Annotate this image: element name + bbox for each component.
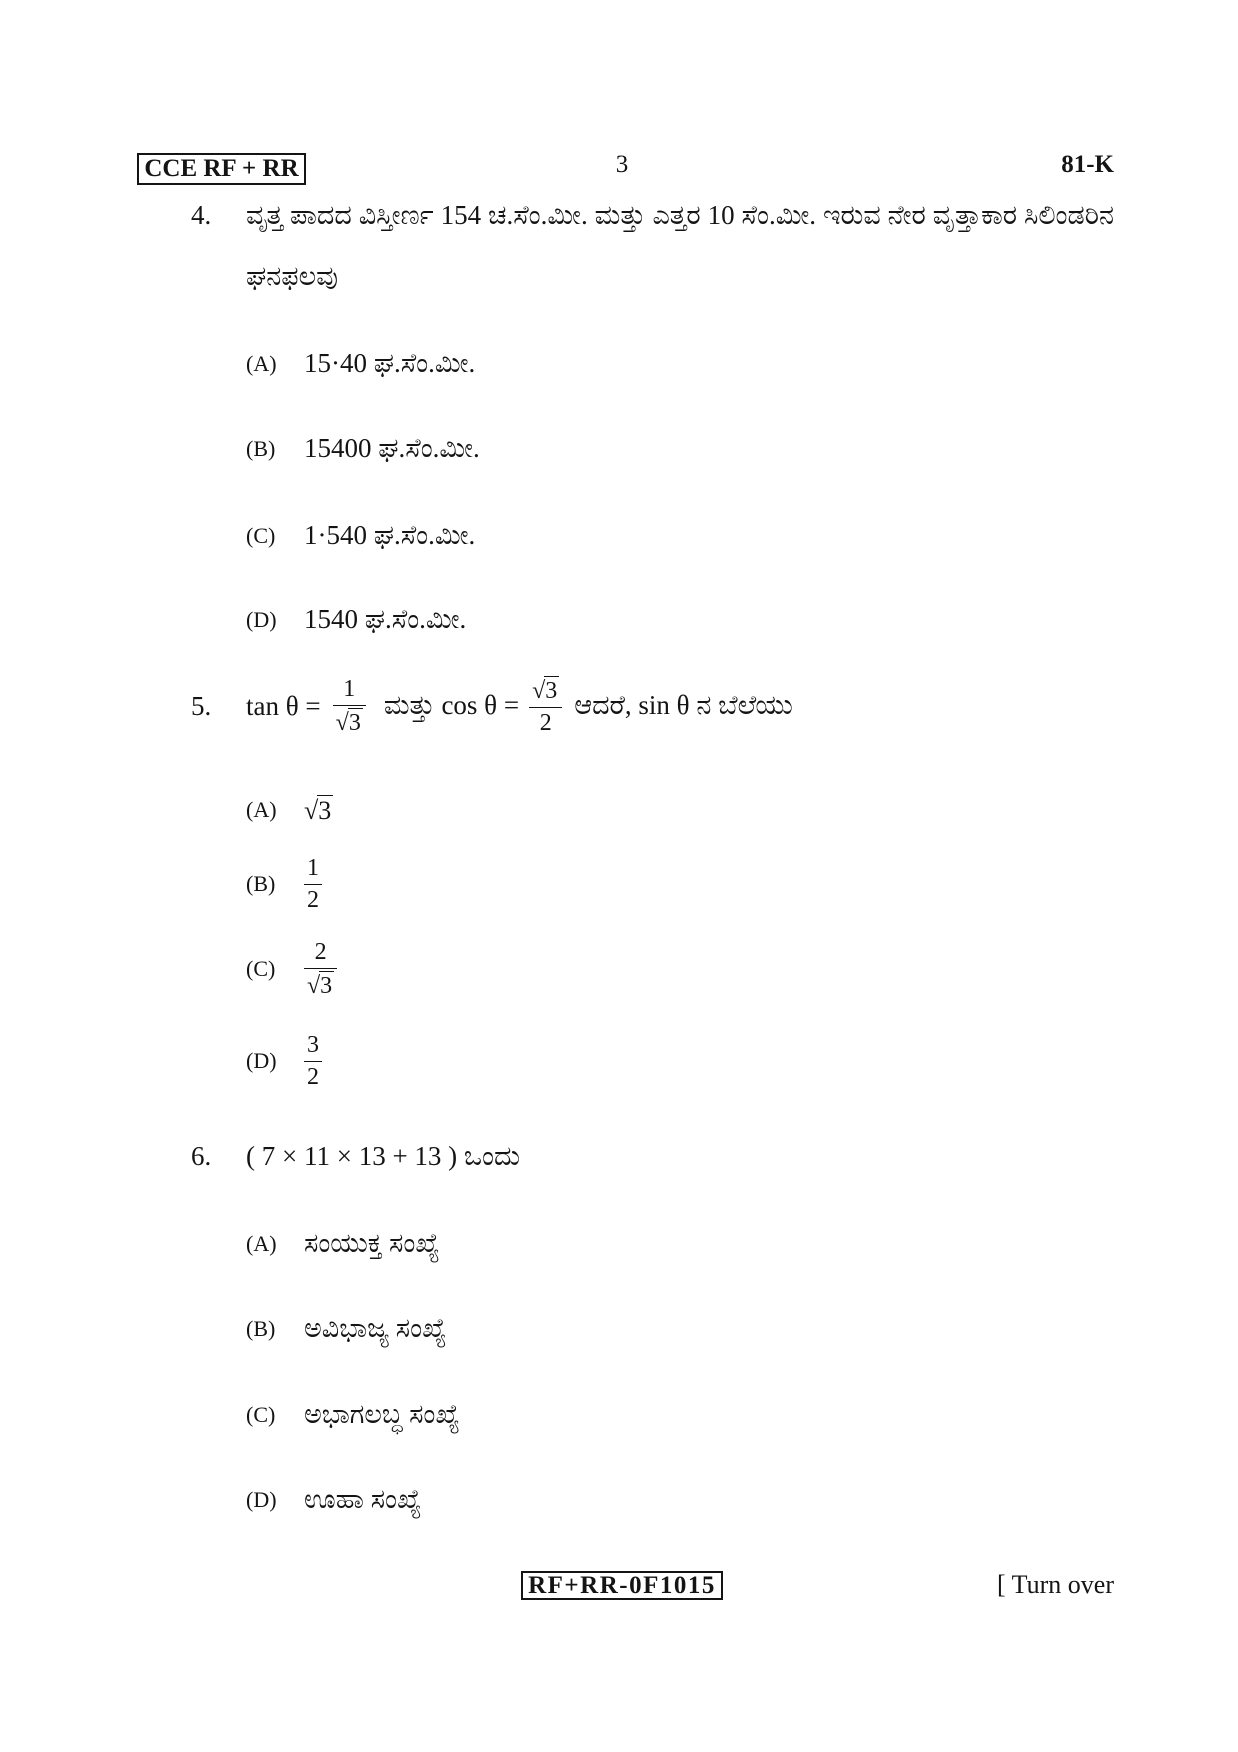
option-b	[246, 409, 480, 489]
option-text: ಸಂಯುಕ್ತ ಸಂಖ್ಯೆ	[304, 1228, 440, 1258]
turn-over-note: [ Turn over	[996, 1570, 1114, 1599]
option-a	[246, 770, 333, 850]
radicand: 3	[318, 795, 332, 825]
option-label: (C)	[246, 1402, 276, 1427]
fraction-bar	[529, 707, 562, 708]
option-label: (C)	[246, 956, 276, 981]
fraction	[304, 855, 322, 914]
option-label: (B)	[246, 436, 276, 461]
option-d	[246, 1021, 322, 1101]
option-label: (B)	[246, 871, 276, 896]
question-number: 4.	[191, 200, 212, 230]
option-label: (D)	[246, 607, 277, 632]
radical-sign: √	[532, 677, 546, 704]
footer-paper-code: RF+RR-0F1015	[521, 1571, 723, 1600]
option-label: (A)	[246, 797, 277, 822]
fraction	[333, 676, 366, 737]
radicand: 3	[545, 677, 558, 704]
fraction-bar	[333, 705, 366, 706]
subject-code: 81-K	[1061, 151, 1114, 178]
question-text: ( 7 × 11 × 13 + 13 ) ಒಂದು	[246, 1141, 521, 1171]
option-c	[246, 929, 337, 1009]
fraction	[304, 1032, 322, 1091]
fraction-denominator: 2	[539, 709, 552, 736]
option-label: (C)	[246, 523, 276, 548]
square-root	[304, 795, 333, 826]
option-c	[246, 1375, 460, 1455]
fraction-numerator: 1	[307, 854, 319, 881]
fraction-numerator	[529, 676, 562, 705]
option-label: (D)	[246, 1048, 277, 1073]
question-text	[246, 666, 793, 746]
option-text: ಊಹಾ ಸಂಖ್ಯೆ	[304, 1484, 422, 1514]
page-number: 3	[615, 151, 629, 178]
fraction	[304, 939, 337, 1000]
header-paper-code: CCE RF + RR	[137, 153, 306, 185]
radical-sign: √	[304, 795, 319, 825]
square-root	[336, 708, 363, 737]
option-d	[246, 580, 466, 660]
stem-part-1: tan θ =	[246, 690, 321, 721]
option-a	[246, 324, 475, 404]
option-text: 1540 ಘ.ಸೆಂ.ಮೀ.	[304, 604, 467, 634]
fraction-numerator: 2	[314, 938, 327, 965]
option-label: (A)	[246, 351, 277, 376]
square-root	[532, 676, 559, 705]
fraction-denominator: 2	[307, 1063, 319, 1090]
fraction-bar	[304, 884, 322, 885]
option-text: 1·540 ಘ.ಸೆಂ.ಮೀ.	[304, 520, 476, 550]
radical-sign: √	[307, 972, 321, 999]
question-number: 5.	[191, 691, 212, 721]
radical-sign: √	[335, 709, 349, 736]
option-text: 15·40 ಘ.ಸೆಂ.ಮೀ.	[304, 348, 476, 378]
option-label: (A)	[246, 1231, 277, 1256]
option-d	[246, 1460, 421, 1540]
fraction-denominator	[304, 971, 337, 1000]
option-b	[246, 1289, 447, 1369]
radicand: 3	[320, 972, 333, 999]
fraction-bar	[304, 1061, 322, 1062]
option-text: ಅಭಾಗಲಬ್ಧ ಸಂಖ್ಯೆ	[304, 1399, 460, 1429]
stem-part-3: ಆದರೆ, sin θ ನ ಬೆಲೆಯು	[574, 690, 793, 720]
fraction	[529, 676, 562, 737]
option-label: (B)	[246, 1316, 276, 1341]
question-text: ವೃತ್ತ ಪಾದದ ವಿಸ್ತೀರ್ಣ 154 ಚ.ಸೆಂ.ಮೀ. ಮತ್ತು ಎತ್ತರ 10 ಸೆಂ.ಮೀ. ಇರುವ ನೇರ ವೃತ್ತಾಕಾರ ಸಿಲಿಂಡರಿನ ಘನಫಲವು	[246, 200, 1114, 291]
option-c	[246, 496, 475, 576]
stem-part-2: ಮತ್ತು cos θ =	[383, 690, 520, 720]
option-a	[246, 1204, 440, 1284]
radicand: 3	[348, 709, 361, 736]
fraction-denominator	[333, 708, 366, 737]
option-b	[246, 844, 322, 924]
option-label: (D)	[246, 1487, 277, 1512]
fraction-denominator: 2	[307, 886, 319, 913]
option-text: ಅವಿಭಾಜ್ಯ ಸಂಖ್ಯೆ	[304, 1313, 447, 1343]
fraction-bar	[304, 968, 337, 969]
option-text: 15400 ಘ.ಸೆಂ.ಮೀ.	[304, 433, 480, 463]
fraction-numerator: 1	[343, 675, 356, 702]
fraction-numerator: 3	[307, 1031, 319, 1058]
question-number: 6.	[191, 1141, 212, 1171]
square-root	[307, 971, 334, 1000]
